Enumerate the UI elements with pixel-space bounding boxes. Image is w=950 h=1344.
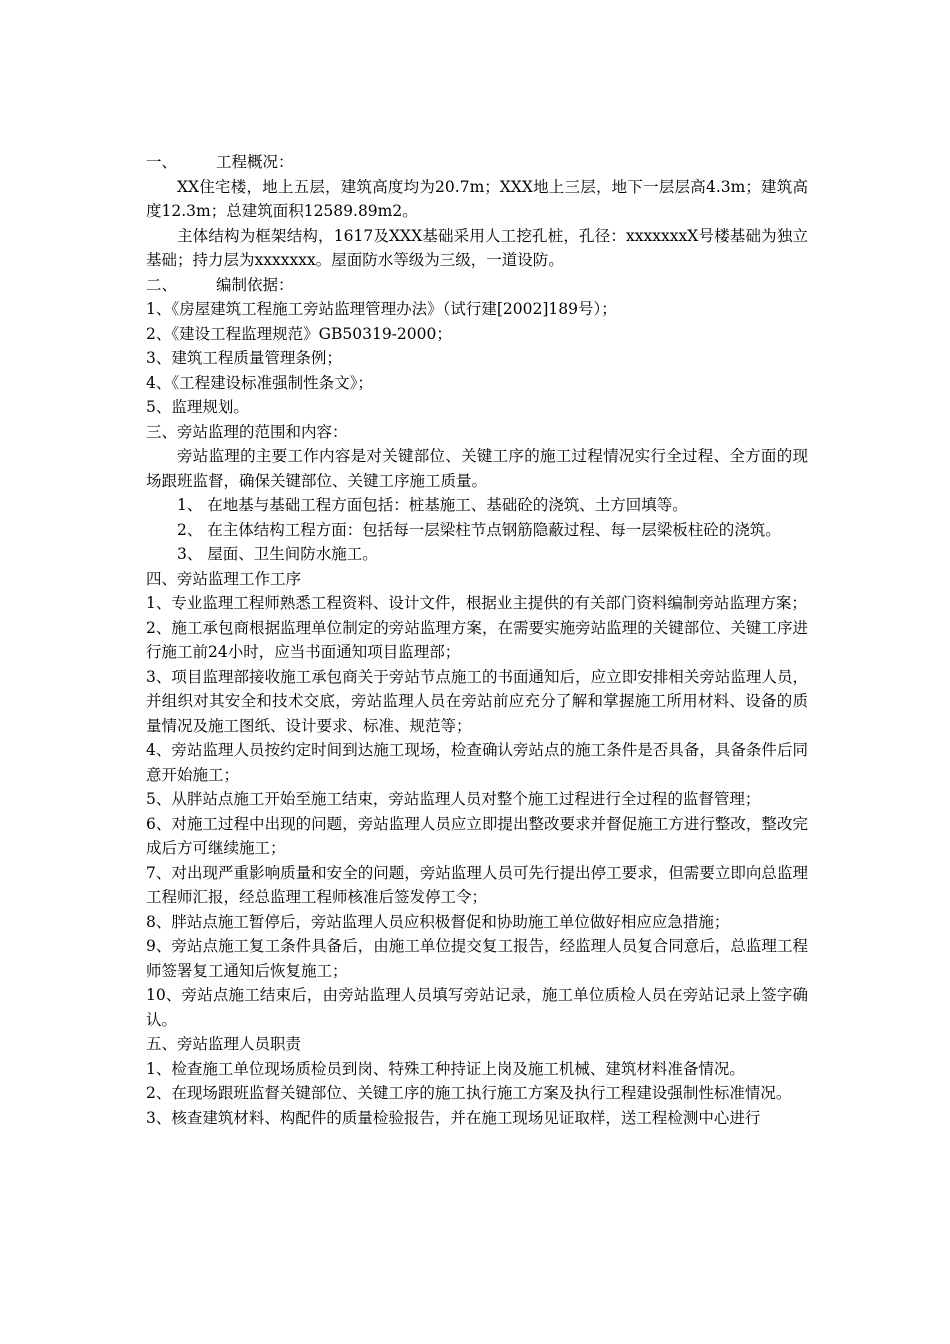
section-1-heading [146,150,808,175]
section-1-number: 一、 [146,153,178,171]
section-2-number: 二、 [146,275,178,294]
procedure-item-6: 6、对施工过程中出现的问题，旁站监理人员应立即提出整改要求并督促施工方进行整改，整改完成后方可继续施工； [146,814,808,857]
duty-item-1: 1、检查施工单位现场质检员到岗、特殊工种持证上岗及施工机械、建筑材料准备情况。 [146,1059,745,1078]
section-1-paragraph-1: XX住宅楼，地上五层，建筑高度均为20.7m；XXX地上三层，地下一层层高4.3m；建筑高度12.3m；总建筑面积12589.89m2。 [146,177,808,220]
scope-item-2: 2、 在主体结构工程方面：包括每一层梁柱节点钢筋隐蔽过程、每一层梁板柱砼的浇筑。 [177,520,781,539]
section-2-heading [146,273,808,298]
procedure-item-1: 1、专业监理工程师熟悉工程资料、设计文件，根据业主提供的有关部门资料编制旁站监理方案； [146,594,807,612]
procedure-item-10: 10、旁站点施工结束后，由旁站监理人员填写旁站记录，施工单位质检人员在旁站记录上签字确认。 [146,986,808,1029]
duty-item-3: 3、核查建筑材料、构配件的质量检验报告，并在施工现场见证取样，送工程检测中心进行 [146,1108,761,1127]
section-3-intro: 旁站监理的主要工作内容是对关键部位、关键工序的施工过程情况实行全过程、全方面的现场跟班监督，确保关键部位、关键工序施工质量。 [146,447,808,490]
basis-item-2: 2、《建设工程监理规范》GB50319-2000； [146,324,452,343]
basis-item-4: 4、《工程建设标准强制性条文》； [146,373,373,392]
basis-item-3: 3、建筑工程质量管理条例； [146,349,342,367]
duty-item-2: 2、在现场跟班监督关键部位、关键工序的施工执行施工方案及执行工程建设强制性标准情况。 [146,1084,792,1102]
procedure-item-3: 3、项目监理部接收施工承包商关于旁站节点施工的书面通知后，应立即安排相关旁站监理人员，并组织对其安全和技术交底，旁站监理人员在旁站前应充分了解和掌握施工所用材料、设备的质量情况及施工图纸、设计要求、标准、规范等； [146,667,808,735]
section-1-paragraph-2: 主体结构为框架结构，1617及XXX基础采用人工挖孔桩，孔径：xxxxxxxX号楼基础为独立基础；持力层为xxxxxxx。屋面防水等级为三级，一道设防。 [146,226,808,269]
scope-item-3: 3、 屋面、卫生间防水施工。 [177,545,378,563]
procedure-item-4: 4、旁站监理人员按约定时间到达施工现场，检查确认旁站点的施工条件是否具备，具备条件后同意开始施工； [146,741,808,784]
section-5-heading: 五、旁站监理人员职责 [146,1035,302,1053]
procedure-item-7: 7、对出现严重影响质量和安全的问题，旁站监理人员可先行提出停工要求，但需要立即向总监理工程师汇报，经总监理工程师核准后签发停工令； [146,863,808,906]
procedure-item-5: 5、从胖站点施工开始至施工结束，旁站监理人员对整个施工过程进行全过程的监督管理； [146,790,761,808]
procedure-item-9: 9、旁站点施工复工条件具备后，由施工单位提交复工报告，经监理人员复合同意后，总监理工程师签署复工通知后恢复施工； [146,937,808,980]
section-1-title: 工程概况： [216,153,294,171]
basis-item-1: 1、《房屋建筑工程施工旁站监理管理办法》（试行建[2002]189号）； [146,300,617,318]
basis-item-5: 5、监理规划。 [146,398,249,416]
procedure-item-8: 8、胖站点施工暂停后，旁站监理人员应积极督促和协助施工单位做好相应应急措施； [146,912,730,931]
document-page [146,150,808,1130]
procedure-item-2: 2、施工承包商根据监理单位制定的旁站监理方案，在需要实施旁站监理的关键部位、关键工序进行施工前24小时，应当书面通知项目监理部； [146,618,808,661]
scope-item-1: 1、 在地基与基础工程方面包括：桩基施工、基础砼的浇筑、土方回填等。 [177,496,688,514]
section-2-title: 编制依据： [216,275,294,294]
section-4-heading: 四、旁站监理工作工序 [146,569,302,588]
section-3-heading: 三、旁站监理的范围和内容： [146,422,348,441]
